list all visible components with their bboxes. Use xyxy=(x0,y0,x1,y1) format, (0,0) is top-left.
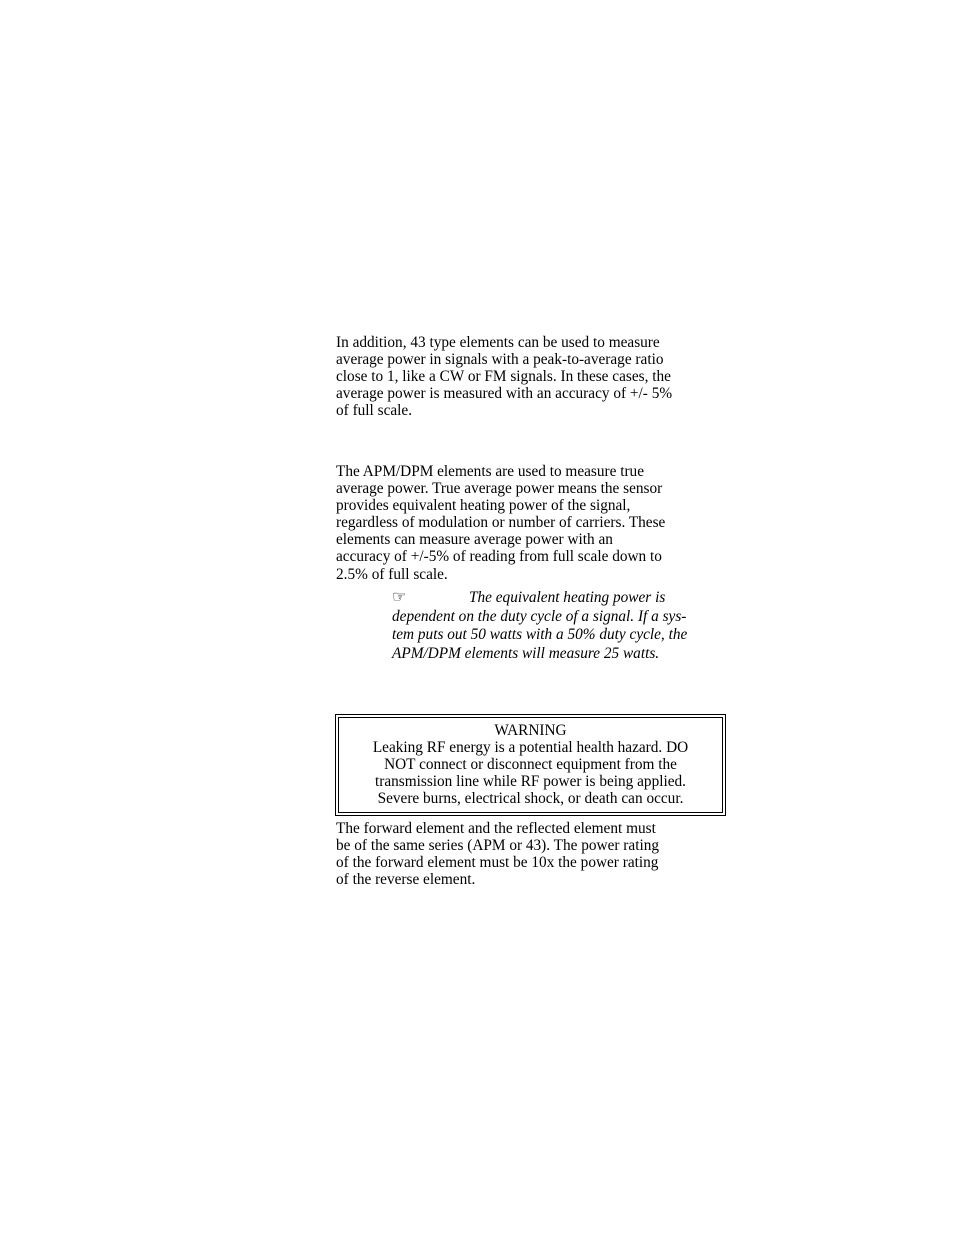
text-line: close to 1, like a CW or FM signals. In these cases, the xyxy=(336,368,671,386)
warning-line: NOT connect or disconnect equipment from the xyxy=(384,756,677,774)
text-line: average power is measured with an accuracy of +/- 5% xyxy=(336,385,673,403)
warning-line: Leaking RF energy is a potential health hazard. DO xyxy=(372,739,689,757)
warning-box xyxy=(335,714,726,816)
text-line: be of the same series (APM or 43). The power rating xyxy=(336,837,659,855)
warning-box-inner xyxy=(338,717,723,813)
warning-line: Severe burns, electrical shock, or death can occur. xyxy=(377,790,684,808)
warning-title: WARNING xyxy=(494,722,567,739)
text-line: 2.5% of full scale. xyxy=(336,565,448,583)
text-line: The forward element and the reflected element must xyxy=(336,820,656,837)
text-line: of the reverse element. xyxy=(336,871,476,889)
note-line: dependent on the duty cycle of a signal. If a sys- xyxy=(392,607,687,625)
text-line: regardless of modulation or number of carriers. These xyxy=(336,514,666,532)
paragraph-forward-reflected-element xyxy=(336,820,736,888)
text-line: provides equivalent heating power of the signal, xyxy=(336,497,631,515)
text-line: elements can measure average power with an xyxy=(336,531,613,549)
note-line: tem puts out 50 watts with a 50% duty cycle, the xyxy=(392,626,688,644)
text-line: of the forward element must be 10x the power rating xyxy=(336,854,659,872)
text-line: average power in signals with a peak-to-average ratio xyxy=(336,351,664,369)
note-line: The equivalent heating power is xyxy=(469,589,666,606)
text-line: The APM/DPM elements are used to measure true xyxy=(336,463,644,480)
note-line: APM/DPM elements will measure 25 watts. xyxy=(392,644,660,662)
warning-line: transmission line while RF power is being applied. xyxy=(374,773,686,791)
text-line: accuracy of +/-5% of reading from full scale down to xyxy=(336,548,662,566)
pointing-hand-icon: ☞ xyxy=(392,589,407,606)
text-line: of full scale. xyxy=(336,402,413,420)
note-block xyxy=(392,589,737,663)
paragraph-apm-dpm-elements xyxy=(336,463,736,583)
paragraph-43-type-elements xyxy=(336,334,736,419)
text-line: In addition, 43 type elements can be used to measure xyxy=(336,334,660,351)
text-line: average power. True average power means the sensor xyxy=(336,480,663,498)
